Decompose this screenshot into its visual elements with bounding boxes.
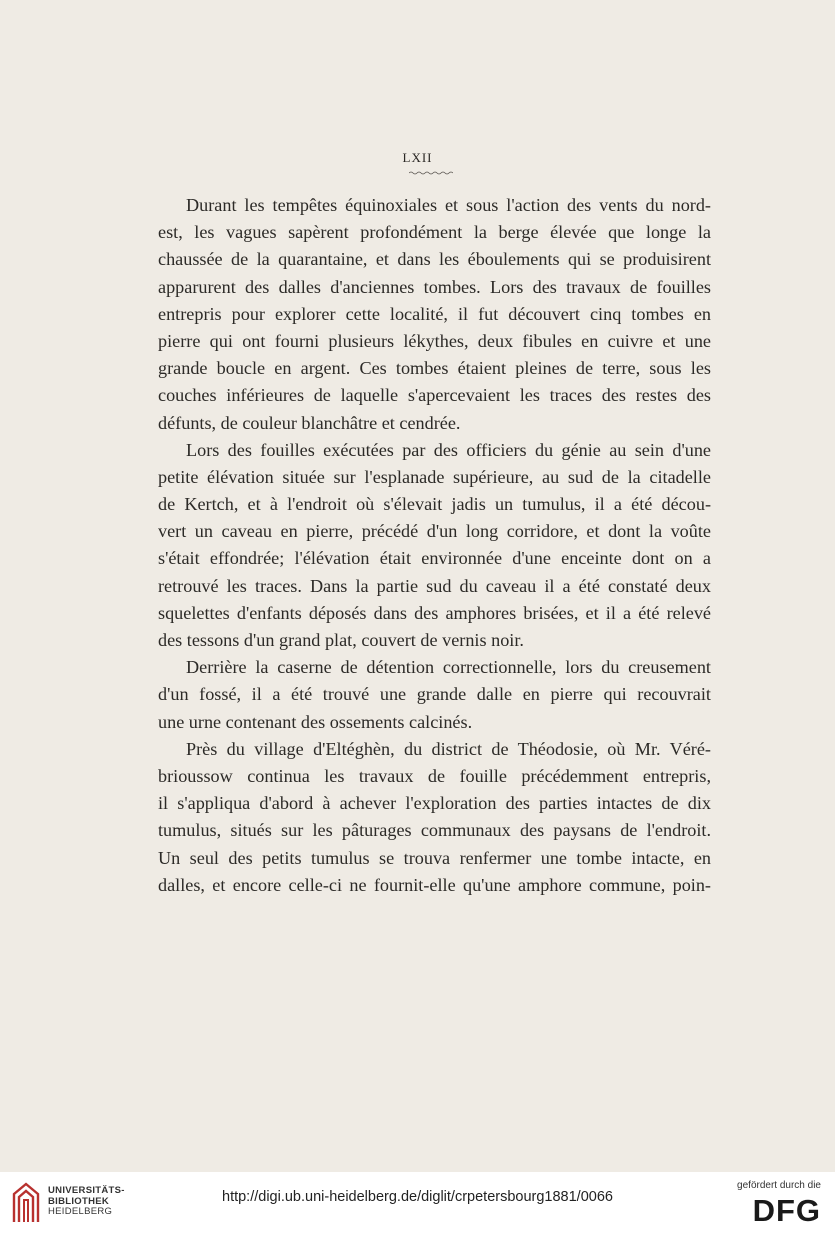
text-line: défunts, de couleur blanchâtre et cendrée. (158, 412, 461, 433)
text-line: de Kertch, et à l'endroit où s'élevait jadis un tumulus, il a été décou- (158, 494, 711, 515)
library-name-line: BIBLIOTHEK (48, 1195, 110, 1207)
text-line: retrouvé les traces. Dans la partie sud du caveau il a été constaté deux (158, 575, 711, 596)
text-line: couches inférieures de laquelle s'apercevaient les traces des restes des (158, 385, 711, 406)
text-line: dalles, et encore celle-ci ne fournit-elle qu'une amphore commune, poin- (158, 874, 711, 895)
text-line: squelettes d'enfants déposés dans des amphores brisées, et il a été relevé (158, 602, 711, 623)
text-line: est, les vagues sapèrent profondément la berge élevée que longe la (158, 222, 711, 243)
text-line: grande boucle en argent. Ces tombes étaient pleines de terre, sous les (158, 358, 711, 379)
text-line: une urne contenant des ossements calcinés. (158, 711, 473, 732)
text-line: chaussée de la quarantaine, et dans les éboulements qui se produisirent (158, 249, 711, 270)
text-line: vert un caveau en pierre, précédé d'un long corridore, et dont la voûte (158, 521, 711, 542)
viewer-footer (0, 1172, 835, 1234)
text-line: pierre qui ont fourni plusieurs lékythes, deux fibules en cuivre et une (158, 330, 711, 351)
text-line: Près du village d'Eltéghèn, du district de Théodosie, où Mr. Véré- (186, 738, 711, 759)
text-line: Un seul des petits tumulus se trouva renfermer une tombe intacte, en (158, 847, 711, 868)
text-line: entrepris pour explorer cette localité, il fut découvert cinq tombes en (158, 303, 711, 324)
funding-caption: gefördert durch die (737, 1180, 821, 1191)
page-number: LXII (402, 150, 433, 165)
dfg-logo: DFG (752, 1193, 821, 1228)
text-line: petite élévation située sur l'esplanade supérieure, au sud de la citadelle (158, 466, 711, 487)
text-line: brioussow continua les travaux de fouille précédemment entrepris, (158, 765, 711, 786)
text-line: tumulus, situés sur les pâturages communaux des paysans de l'endroit. (158, 820, 711, 841)
text-line: s'était effondrée; l'élévation était environnée d'une enceinte dont on a (158, 548, 711, 569)
text-line: des tessons d'un grand plat, couvert de vernis noir. (158, 630, 524, 650)
permalink-url[interactable]: http://digi.ub.uni-heidelberg.de/diglit/crpetersbourg1881/0066 (222, 1189, 613, 1205)
page-number-ornament (409, 171, 453, 175)
text-line: Derrière la caserne de détention correctionnelle, lors du creusement (186, 657, 711, 678)
text-line: apparurent des dalles d'anciennes tombes. Lors des travaux de fouilles (158, 276, 711, 297)
text-line: d'un fossé, il a été trouvé une grande dalle en pierre qui recouvrait (158, 684, 711, 705)
text-line: Durant les tempêtes équinoxiales et sous l'action des vents du nord- (186, 195, 711, 215)
library-name-line: HEIDELBERG (48, 1206, 113, 1217)
text-line: Lors des fouilles exécutées par des officiers du génie au sein d'une (186, 439, 711, 460)
library-name-line: UNIVERSITÄTS- (48, 1185, 125, 1196)
text-line: il s'appliqua d'abord à achever l'exploration des parties intactes de dix (158, 793, 711, 814)
body-text (158, 192, 711, 899)
